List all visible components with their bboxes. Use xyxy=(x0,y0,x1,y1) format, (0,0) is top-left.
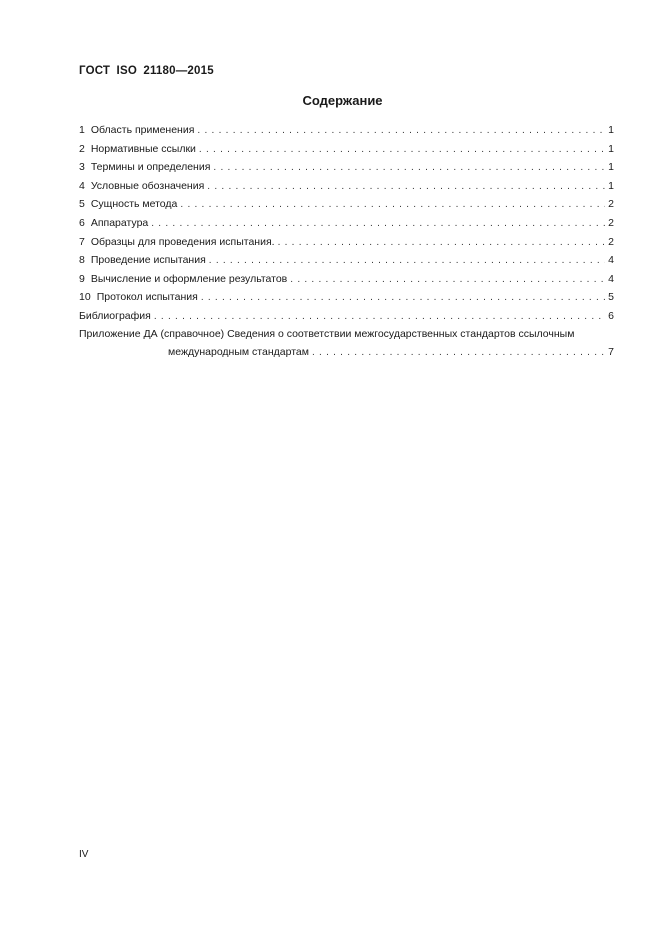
toc-item[interactable]: 2 Нормативные ссылки . . . 1 xyxy=(79,140,614,159)
dot-leader xyxy=(154,308,605,327)
dot-leader xyxy=(312,344,605,363)
toc-item-page: 1 xyxy=(608,161,614,174)
toc-item-page: 1 xyxy=(608,179,614,192)
toc-item-label: Аппаратура xyxy=(90,216,149,229)
toc-item-page: 4 xyxy=(608,254,614,267)
toc-item-label: Условные обозначения xyxy=(90,179,205,192)
toc-item[interactable]: 9 Вычисление и оформление результатов . . . 4 xyxy=(79,270,614,289)
appendix-title-line2: международным стандартам xyxy=(168,345,309,358)
dot-leader xyxy=(199,141,605,160)
toc-item-label: Протокол испытания xyxy=(96,291,198,304)
page-number: IV xyxy=(79,849,89,860)
toc-item-page: 4 xyxy=(608,272,614,285)
toc-item-appendix[interactable] xyxy=(79,326,614,362)
toc-item-label: Вычисление и оформление результатов xyxy=(90,272,288,285)
toc-item-page: 7 xyxy=(608,345,614,358)
toc-item-page: 2 xyxy=(608,235,614,248)
toc-item[interactable]: 10 Протокол испытания . . . 5 xyxy=(79,288,614,307)
toc-item-page: 1 xyxy=(608,142,614,155)
toc-item[interactable]: 4 Условные обозначения . . . 1 xyxy=(79,177,614,196)
dot-leader xyxy=(180,196,605,215)
toc-item-bibliography[interactable] xyxy=(79,307,614,326)
dot-leader xyxy=(207,178,605,197)
toc-item-page: 2 xyxy=(608,216,614,229)
toc-item-page: 5 xyxy=(608,291,614,304)
toc-item-label: Проведение испытания xyxy=(90,254,206,267)
toc-item-page: 1 xyxy=(608,124,614,136)
toc-item-label: Область применения xyxy=(90,124,195,136)
dot-leader xyxy=(201,289,605,308)
toc-item-label: Образцы для проведения испытания. xyxy=(90,235,275,248)
dot-leader xyxy=(209,252,605,271)
toc-item-label: Библиография xyxy=(79,309,151,322)
toc-item-page: 2 xyxy=(608,198,614,211)
toc-item[interactable]: 8 Проведение испытания . . . 4 xyxy=(79,251,614,270)
document-header: ГОСТ ISO 21180—2015 xyxy=(79,65,214,77)
dot-leader xyxy=(290,271,605,290)
toc-item-page: 6 xyxy=(608,309,614,322)
dot-leader xyxy=(197,122,605,141)
toc-item[interactable]: 1 Область применения . . . 1 xyxy=(79,121,614,140)
toc-item-label: Термины и определения xyxy=(90,161,211,174)
toc-item[interactable]: 3 Термины и определения . . . 1 xyxy=(79,158,614,177)
toc-item[interactable]: 6 Аппаратура . . . 2 xyxy=(79,214,614,233)
table-of-contents xyxy=(79,121,614,361)
toc-item-label: Нормативные ссылки xyxy=(90,142,196,155)
toc-item-label: Сущность метода xyxy=(90,198,178,211)
dot-leader xyxy=(213,159,605,178)
dot-leader xyxy=(151,215,605,234)
toc-item[interactable]: 5 Сущность метода . . . 2 xyxy=(79,195,614,214)
appendix-title-line1: Приложение ДА (справочное) Сведения о соответствии межгосударственных стандартов ссылочным xyxy=(79,327,575,340)
page-title: Содержание xyxy=(302,93,383,108)
toc-item[interactable]: 7 Образцы для проведения испытания. . . . 2 xyxy=(79,233,614,252)
dot-leader xyxy=(278,234,605,253)
